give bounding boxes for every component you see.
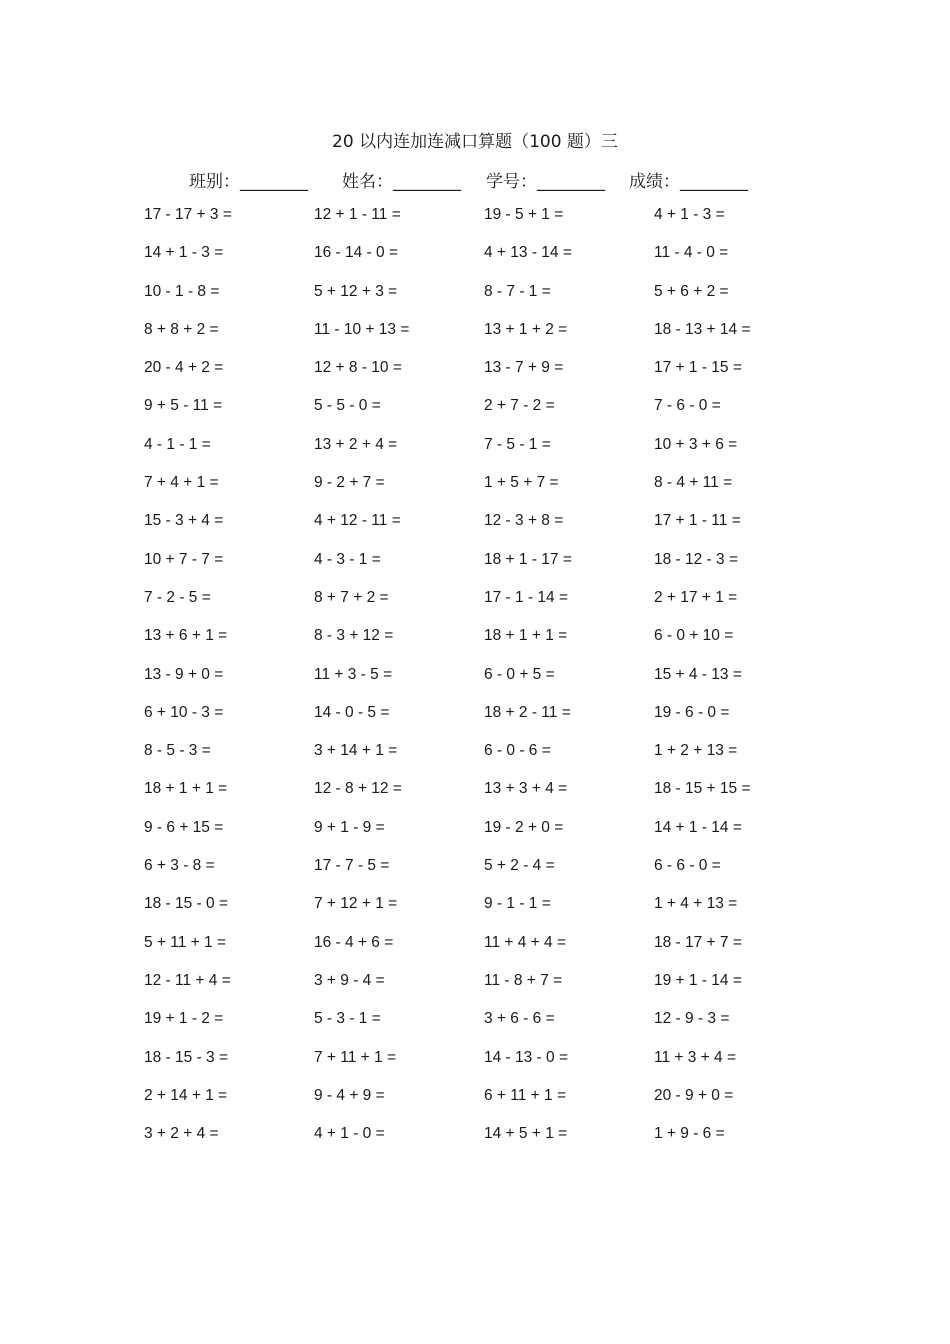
math-problem: 18 - 17 + 7 = <box>654 933 742 951</box>
math-problem: 13 + 1 + 2 = <box>484 320 568 338</box>
problem-row <box>144 1125 824 1163</box>
math-problem: 11 + 3 - 5 = <box>314 665 393 683</box>
math-problem: 11 + 4 + 4 = <box>484 933 567 951</box>
math-problem: 12 + 8 - 10 = <box>314 359 402 377</box>
problem-row <box>144 934 824 972</box>
math-problem: 1 + 5 + 7 = <box>484 474 559 492</box>
math-problem: 3 + 2 + 4 = <box>144 1125 219 1143</box>
problem-row <box>144 1049 824 1087</box>
math-problem: 17 - 1 - 14 = <box>484 588 569 606</box>
problem-row <box>144 244 824 282</box>
math-problem: 12 - 3 + 8 = <box>484 512 564 530</box>
math-problem: 1 + 2 + 13 = <box>654 742 738 760</box>
math-problem: 17 - 7 - 5 = <box>314 857 390 875</box>
math-problem: 18 + 1 + 1 = <box>484 627 568 645</box>
problem-row <box>144 1087 824 1125</box>
math-problem: 8 - 4 + 11 = <box>654 474 733 492</box>
math-problem: 11 - 8 + 7 = <box>484 971 563 989</box>
math-problem: 8 + 7 + 2 = <box>314 588 389 606</box>
math-problem: 2 + 14 + 1 = <box>144 1086 228 1104</box>
problem-row <box>144 857 824 895</box>
math-problem: 7 - 6 - 0 = <box>654 397 721 415</box>
math-problem: 9 - 6 + 15 = <box>144 818 224 836</box>
problem-row <box>144 666 824 704</box>
math-problem: 5 + 12 + 3 = <box>314 282 398 300</box>
math-problem: 4 - 1 - 1 = <box>144 435 211 453</box>
math-problem: 2 + 17 + 1 = <box>654 588 738 606</box>
problem-row <box>144 704 824 742</box>
math-problem: 8 - 3 + 12 = <box>314 627 394 645</box>
math-problem: 6 + 10 - 3 = <box>144 703 224 721</box>
student-id-field[interactable]: 学号：________ <box>486 172 605 192</box>
math-problem: 10 + 3 + 6 = <box>654 435 738 453</box>
math-problem: 12 - 8 + 12 = <box>314 780 402 798</box>
problem-row <box>144 972 824 1010</box>
math-problem: 13 + 3 + 4 = <box>484 780 568 798</box>
math-problem: 3 + 14 + 1 = <box>314 742 398 760</box>
math-problem: 10 + 7 - 7 = <box>144 550 224 568</box>
name-field[interactable]: 姓名：________ <box>342 172 461 192</box>
math-problem: 20 - 9 + 0 = <box>654 1086 734 1104</box>
math-problem: 11 - 10 + 13 = <box>314 320 410 338</box>
problem-row <box>144 742 824 780</box>
score-field[interactable]: 成绩：________ <box>629 172 748 192</box>
problem-row <box>144 206 824 244</box>
math-problem: 6 - 0 - 6 = <box>484 742 551 760</box>
math-problem: 15 - 3 + 4 = <box>144 512 224 530</box>
problem-row <box>144 589 824 627</box>
math-problem: 17 - 17 + 3 = <box>144 206 232 223</box>
math-problem: 6 - 6 - 0 = <box>654 857 721 875</box>
math-problem: 6 - 0 + 10 = <box>654 627 734 645</box>
math-problem: 9 + 1 - 9 = <box>314 818 385 836</box>
math-problem: 17 + 1 - 11 = <box>654 512 741 530</box>
math-problem: 2 + 7 - 2 = <box>484 397 555 415</box>
class-field[interactable]: 班别：________ <box>189 172 308 192</box>
math-problem: 6 - 0 + 5 = <box>484 665 555 683</box>
math-problem: 17 + 1 - 15 = <box>654 359 742 377</box>
math-problem: 18 - 15 - 3 = <box>144 1048 229 1066</box>
math-problem: 7 + 11 + 1 = <box>314 1048 397 1066</box>
math-problem: 20 - 4 + 2 = <box>144 359 224 377</box>
math-problem: 9 - 4 + 9 = <box>314 1086 385 1104</box>
math-problem: 13 + 2 + 4 = <box>314 435 398 453</box>
math-problem: 19 - 5 + 1 = <box>484 206 564 223</box>
math-problem: 18 - 15 - 0 = <box>144 895 229 913</box>
math-problem: 1 + 9 - 6 = <box>654 1125 725 1143</box>
math-problem: 6 + 3 - 8 = <box>144 857 215 875</box>
math-problem: 8 + 8 + 2 = <box>144 320 219 338</box>
math-problem: 18 - 13 + 14 = <box>654 320 751 338</box>
problem-row <box>144 895 824 933</box>
math-problem: 18 + 2 - 11 = <box>484 703 571 721</box>
math-problem: 11 - 4 - 0 = <box>654 244 729 262</box>
math-problem: 5 + 6 + 2 = <box>654 282 729 300</box>
problem-row <box>144 436 824 474</box>
problem-row <box>144 474 824 512</box>
math-problem: 9 - 2 + 7 = <box>314 474 385 492</box>
math-problem: 18 - 12 - 3 = <box>654 550 739 568</box>
math-problem: 4 + 1 - 3 = <box>654 206 725 223</box>
math-problem: 5 + 11 + 1 = <box>144 933 227 951</box>
math-problem: 13 - 7 + 9 = <box>484 359 564 377</box>
problem-row <box>144 512 824 550</box>
math-problem: 3 + 9 - 4 = <box>314 971 385 989</box>
math-problem: 4 + 1 - 0 = <box>314 1125 385 1143</box>
math-problem: 18 - 15 + 15 = <box>654 780 751 798</box>
math-problem: 16 - 4 + 6 = <box>314 933 394 951</box>
math-problem: 10 - 1 - 8 = <box>144 282 220 300</box>
math-problem: 14 + 5 + 1 = <box>484 1125 568 1143</box>
math-problem: 19 + 1 - 2 = <box>144 1010 224 1028</box>
problem-row <box>144 321 824 359</box>
math-problem: 7 + 4 + 1 = <box>144 474 219 492</box>
problem-row <box>144 819 824 857</box>
math-problem: 7 + 12 + 1 = <box>314 895 398 913</box>
math-problem: 13 - 9 + 0 = <box>144 665 224 683</box>
page-title: 20 以内连加连减口算题（100 题）三 <box>332 132 618 152</box>
problem-row <box>144 627 824 665</box>
math-problem: 19 - 2 + 0 = <box>484 818 564 836</box>
math-problem: 1 + 4 + 13 = <box>654 895 738 913</box>
math-problem: 19 - 6 - 0 = <box>654 703 730 721</box>
problem-grid <box>144 206 824 1163</box>
problem-row <box>144 359 824 397</box>
math-problem: 3 + 6 - 6 = <box>484 1010 555 1028</box>
math-problem: 19 + 1 - 14 = <box>654 971 742 989</box>
math-problem: 8 - 5 - 3 = <box>144 742 211 760</box>
math-problem: 9 - 1 - 1 = <box>484 895 551 913</box>
math-problem: 4 - 3 - 1 = <box>314 550 381 568</box>
math-problem: 18 + 1 - 17 = <box>484 550 572 568</box>
problem-row <box>144 1010 824 1048</box>
problem-row <box>144 780 824 818</box>
math-problem: 11 + 3 + 4 = <box>654 1048 737 1066</box>
math-problem: 15 + 4 - 13 = <box>654 665 742 683</box>
math-problem: 14 - 0 - 5 = <box>314 703 390 721</box>
math-problem: 5 - 3 - 1 = <box>314 1010 381 1028</box>
math-problem: 7 - 5 - 1 = <box>484 435 551 453</box>
math-problem: 14 - 13 - 0 = <box>484 1048 569 1066</box>
math-problem: 14 + 1 - 14 = <box>654 818 742 836</box>
math-problem: 16 - 14 - 0 = <box>314 244 399 262</box>
math-problem: 6 + 11 + 1 = <box>484 1086 567 1104</box>
math-problem: 12 - 11 + 4 = <box>144 971 231 989</box>
math-problem: 13 + 6 + 1 = <box>144 627 228 645</box>
math-problem: 5 + 2 - 4 = <box>484 857 555 875</box>
problem-row <box>144 397 824 435</box>
math-problem: 12 + 1 - 11 = <box>314 206 401 223</box>
problem-row <box>144 283 824 321</box>
math-problem: 12 - 9 - 3 = <box>654 1010 730 1028</box>
math-problem: 4 + 13 - 14 = <box>484 244 572 262</box>
math-problem: 5 - 5 - 0 = <box>314 397 381 415</box>
math-problem: 4 + 12 - 11 = <box>314 512 401 530</box>
math-problem: 14 + 1 - 3 = <box>144 244 224 262</box>
math-problem: 18 + 1 + 1 = <box>144 780 228 798</box>
math-problem: 8 - 7 - 1 = <box>484 282 551 300</box>
math-problem: 7 - 2 - 5 = <box>144 588 211 606</box>
problem-row <box>144 551 824 589</box>
math-problem: 9 + 5 - 11 = <box>144 397 223 415</box>
